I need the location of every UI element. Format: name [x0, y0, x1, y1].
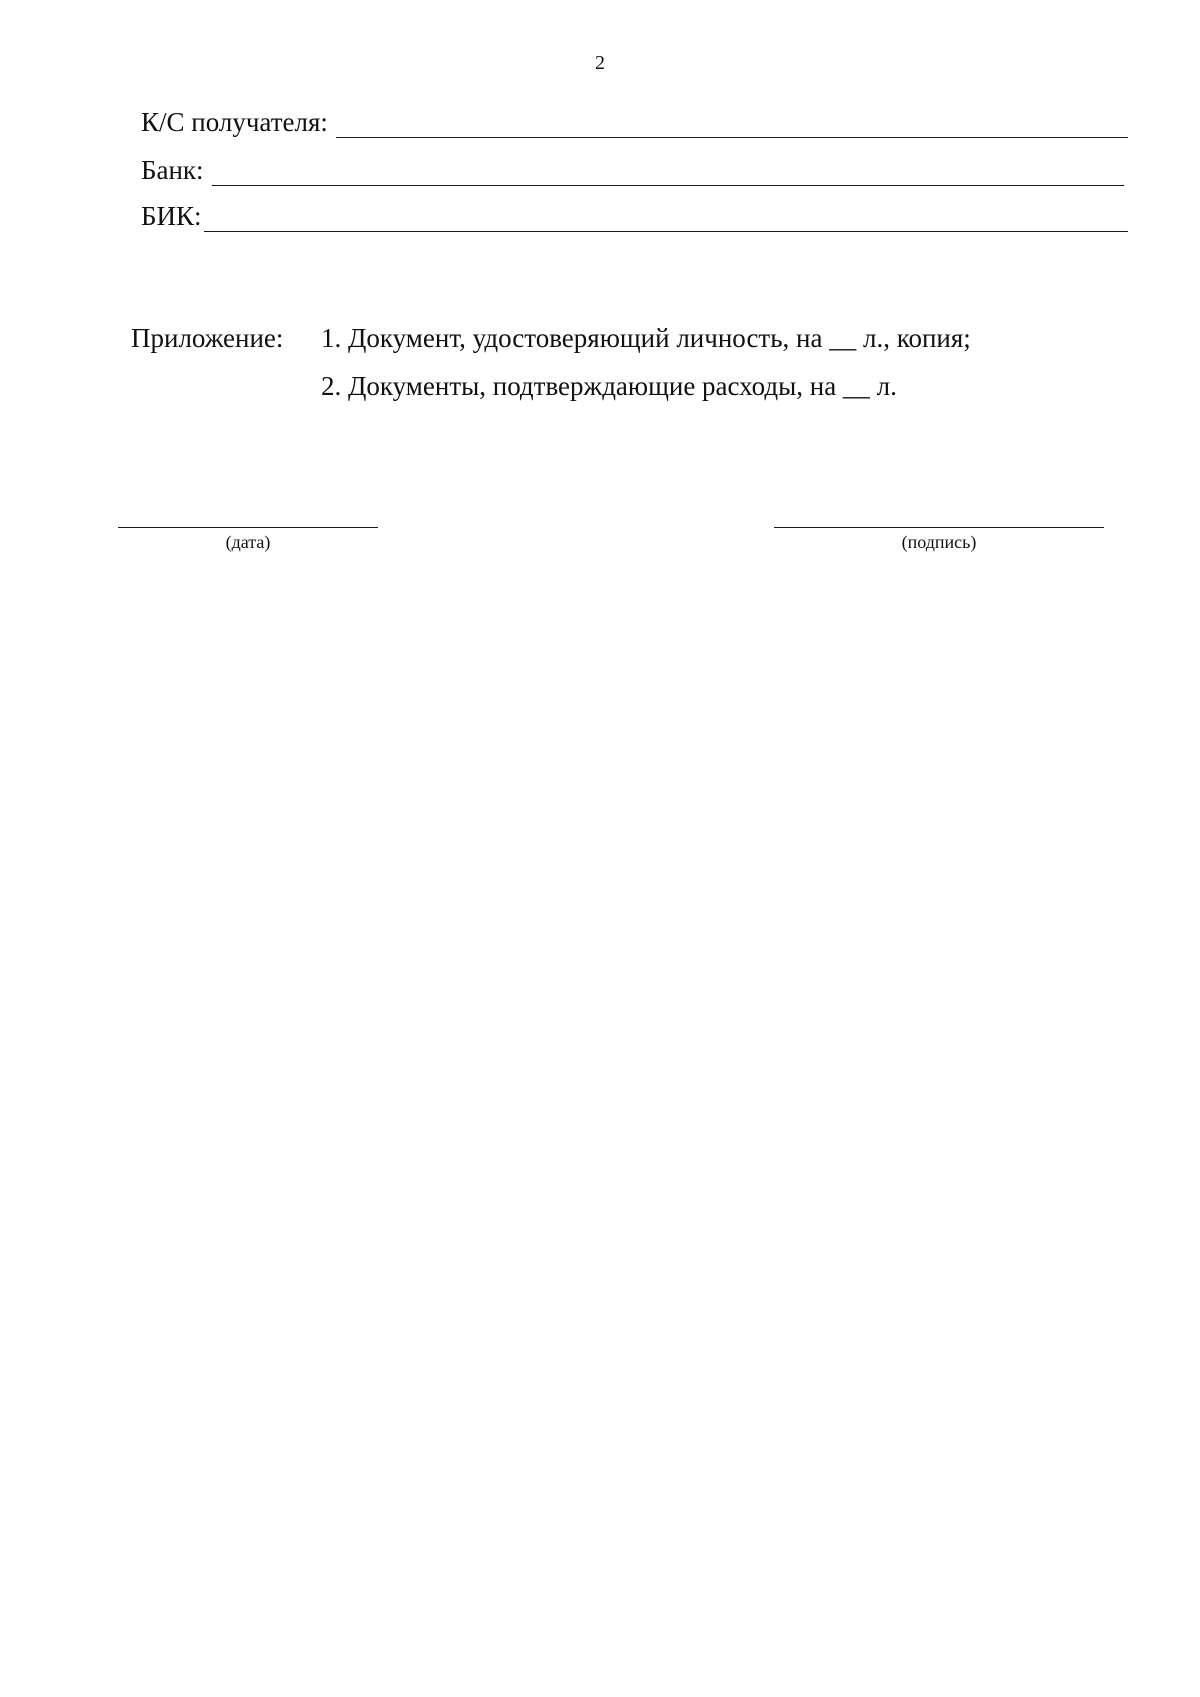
bik-blank-line	[204, 205, 1128, 232]
ks-label: К/С получателя:	[141, 107, 328, 137]
date-blank-line	[118, 527, 378, 528]
signature-block	[774, 527, 1104, 553]
date-block	[118, 527, 378, 553]
signature-caption: (подпись)	[901, 532, 977, 552]
ks-blank-line	[336, 111, 1128, 138]
bank-blank-line	[212, 159, 1124, 186]
page-number: 2	[595, 52, 605, 74]
appendix-item: 1. Документ, удостоверяющий личность, на __ л., копия;	[321, 323, 971, 353]
bik-field	[141, 200, 1128, 232]
bank-field	[141, 154, 1128, 186]
appendix-label: Приложение:	[131, 323, 284, 353]
bank-label: Банк:	[141, 155, 204, 185]
bik-label: БИК:	[141, 201, 202, 231]
appendix-item: 2. Документы, подтверждающие расходы, на __ л.	[321, 371, 897, 401]
signature-blank-line	[774, 527, 1104, 528]
date-caption: (дата)	[225, 532, 271, 552]
ks-field	[141, 106, 1128, 138]
